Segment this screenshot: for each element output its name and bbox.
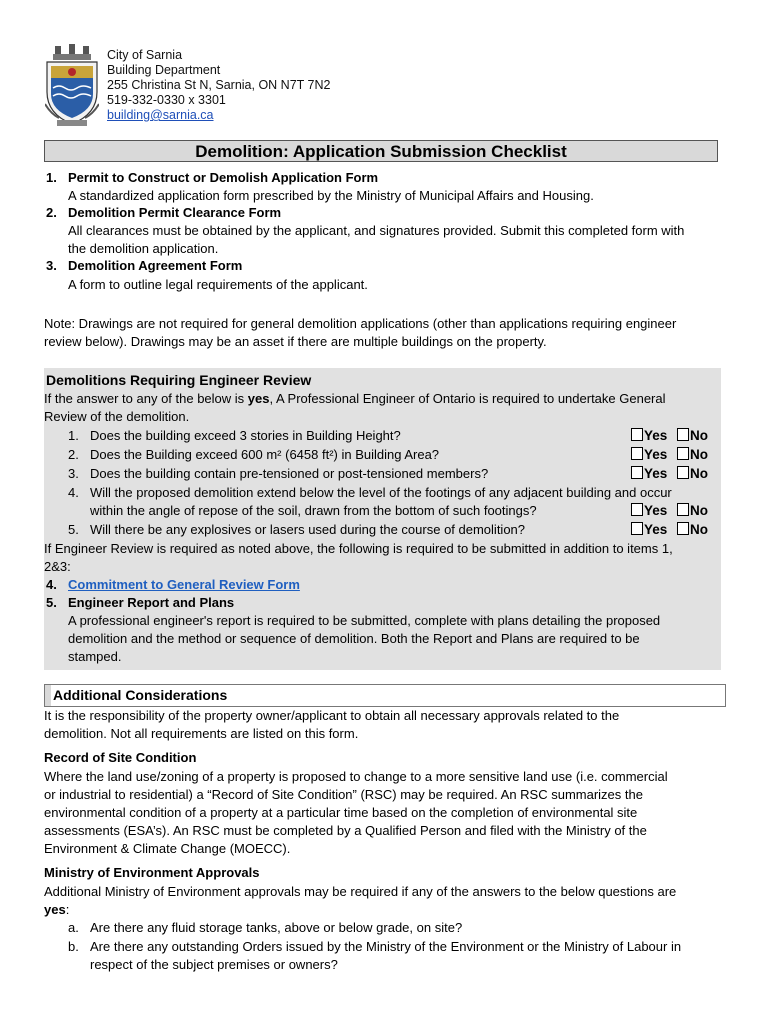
question-4-yesno: Yes No — [631, 502, 708, 520]
question-5-yes-checkbox[interactable] — [631, 522, 643, 535]
question-4-no-checkbox[interactable] — [677, 503, 689, 516]
engineer-review-heading: Demolitions Requiring Engineer Review — [46, 372, 312, 388]
question-text-1: Does the building exceed 3 stories in Building Height? — [90, 428, 401, 443]
question-num-1: 1. — [68, 428, 79, 443]
question-num-4: 4. — [68, 485, 79, 500]
rsc-heading: Record of Site Condition — [44, 750, 197, 765]
additional-intro-2: demolition. Not all requirements are listed on this form. — [44, 726, 359, 741]
commitment-general-review-link[interactable]: Commitment to General Review Form — [68, 577, 300, 592]
item-5-desc-2: demolition and the method or sequence of demolition. Both the Report and Plans are required to be — [68, 631, 640, 646]
note-line-1: Note: Drawings are not required for general demolition applications (other than applications requiring engineer — [44, 316, 677, 331]
checklist-desc-3: A form to outline legal requirements of the applicant. — [68, 277, 368, 292]
checklist-num-1: 1. — [46, 170, 57, 185]
department-name: Building Department — [107, 63, 221, 77]
item-4-num: 4. — [46, 577, 57, 592]
question-text-4a: Will the proposed demolition extend below the level of the footings of any adjacent building and occur — [90, 485, 672, 500]
rsc-line-4: assessments (ESA’s). An RSC must be completed by a Qualified Person and filed with the Ministry of the — [44, 823, 647, 838]
engineer-after-line-2: 2&3: — [44, 559, 71, 574]
rsc-line-5: Environment & Climate Change (MOECC). — [44, 841, 291, 856]
engineer-after-line-1: If Engineer Review is required as noted above, the following is required to be submitted in addition to items 1, — [44, 541, 673, 556]
moe-line-2: yes: — [44, 902, 70, 917]
address: 255 Christina St N, Sarnia, ON N7T 7N2 — [107, 78, 331, 92]
question-text-4b: within the angle of repose of the soil, drawn from the bottom of such footings? — [90, 503, 537, 518]
question-1-yes-checkbox[interactable] — [631, 428, 643, 441]
moe-heading: Ministry of Environment Approvals — [44, 865, 260, 880]
checklist-heading-2: Demolition Permit Clearance Form — [68, 205, 282, 220]
page-title: Demolition: Application Submission Checklist — [44, 140, 718, 162]
question-num-5: 5. — [68, 522, 79, 537]
additional-considerations-heading: Additional Considerations — [53, 687, 228, 703]
additional-intro-1: It is the responsibility of the property owner/applicant to obtain all necessary approvals related to the — [44, 708, 620, 723]
item-5-desc-1: A professional engineer's report is required to be submitted, complete with plans detailing the proposed — [68, 613, 661, 628]
question-num-2: 2. — [68, 447, 79, 462]
rsc-line-1: Where the land use/zoning of a property is proposed to change to a more sensitive land use (i.e. commercial — [44, 769, 668, 784]
question-2-yes-checkbox[interactable] — [631, 447, 643, 460]
checklist-desc-2a: All clearances must be obtained by the applicant, and signatures provided. Submit this completed form with — [68, 223, 685, 238]
moe-question-letter-a: a. — [68, 920, 79, 935]
moe-question-b-2: respect of the subject premises or owners? — [90, 957, 338, 972]
checklist-heading-3: Demolition Agreement Form — [68, 258, 243, 273]
question-4-yes-checkbox[interactable] — [631, 503, 643, 516]
question-1-no-checkbox[interactable] — [677, 428, 689, 441]
moe-question-letter-b: b. — [68, 939, 79, 954]
moe-question-a: Are there any fluid storage tanks, above or below grade, on site? — [90, 920, 463, 935]
question-text-5: Will there be any explosives or lasers used during the course of demolition? — [90, 522, 526, 537]
moe-question-b-1: Are there any outstanding Orders issued by the Ministry of the Environment or the Ministry of Labour in — [90, 939, 682, 954]
question-1-yesno: Yes No — [631, 427, 708, 445]
item-5-heading: Engineer Report and Plans — [68, 595, 235, 610]
rsc-line-2: or industrial to residential) a “Record of Site Condition” (RSC) may be required. An RSC summarizes the — [44, 787, 643, 802]
moe-line-1: Additional Ministry of Environment approvals may be required if any of the answers to the below questions are — [44, 884, 677, 899]
question-3-yesno: Yes No — [631, 465, 708, 483]
item-5-num: 5. — [46, 595, 57, 610]
question-3-no-checkbox[interactable] — [677, 466, 689, 479]
question-5-no-checkbox[interactable] — [677, 522, 689, 535]
question-5-yesno: Yes No — [631, 521, 708, 539]
question-3-yes-checkbox[interactable] — [631, 466, 643, 479]
checklist-desc-2b: the demolition application. — [68, 241, 219, 256]
phone: 519-332-0330 x 3301 — [107, 93, 226, 107]
contact-block — [107, 48, 330, 123]
checklist-num-3: 3. — [46, 258, 57, 273]
question-2-yesno: Yes No — [631, 446, 708, 464]
engineer-intro-line-1: If the answer to any of the below is yes, A Professional Engineer of Ontario is required to undertake General — [44, 391, 666, 406]
header-tab-accent — [45, 685, 51, 706]
question-text-2: Does the Building exceed 600 m² (6458 ft²) in Building Area? — [90, 447, 440, 462]
engineer-intro-line-2: Review of the demolition. — [44, 409, 190, 424]
rsc-line-3: environmental condition of a property at a particular time based on the completion of environmental site — [44, 805, 638, 820]
checklist-heading-1: Permit to Construct or Demolish Application Form — [68, 170, 379, 185]
item-5-desc-3: stamped. — [68, 649, 122, 664]
question-num-3: 3. — [68, 466, 79, 481]
city-crest-logo — [45, 44, 99, 128]
email-link[interactable]: building@sarnia.ca — [107, 108, 214, 122]
checklist-desc-1: A standardized application form prescribed by the Ministry of Municipal Affairs and Housing. — [68, 188, 594, 203]
checklist-num-2: 2. — [46, 205, 57, 220]
question-text-3: Does the building contain pre-tensioned or post-tensioned members? — [90, 466, 489, 481]
note-line-2: review below). Drawings may be an asset if there are multiple buildings on the property. — [44, 334, 547, 349]
question-2-no-checkbox[interactable] — [677, 447, 689, 460]
org-name: City of Sarnia — [107, 48, 183, 62]
